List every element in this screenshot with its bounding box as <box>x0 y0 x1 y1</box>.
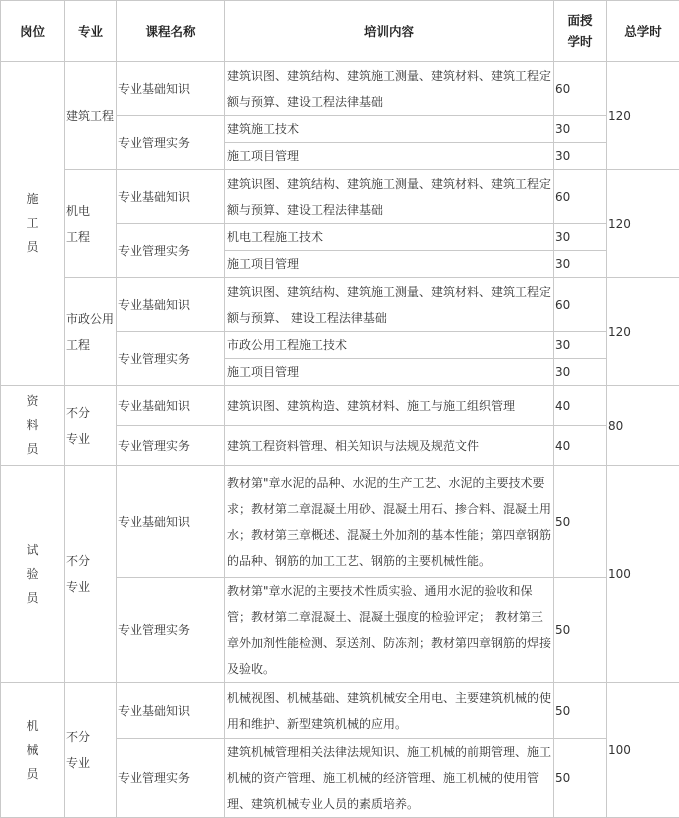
hours-cell: 30 <box>554 251 607 278</box>
content-cell: 机电工程施工技术 <box>225 224 554 251</box>
hours-cell: 30 <box>554 359 607 386</box>
post-cell: 资料员 <box>1 386 65 466</box>
hours-cell: 60 <box>554 62 607 116</box>
content-cell: 教材第"章水泥的品种、水泥的生产工艺、水泥的主要技术要求；教材第二章混凝土用砂、混凝土用石、掺合料、混凝土用水；教材第三章概述、混凝土外加剂的基本性能；第四章钢筋的品种、钢筋的加工工艺、钢筋的主要机械性能。 <box>225 466 554 578</box>
header-hours: 面授学时 <box>554 1 607 62</box>
total-cell: 120 <box>607 62 679 170</box>
header-post: 岗位 <box>1 1 65 62</box>
course-cell: 专业基础知识 <box>117 170 225 224</box>
content-cell: 机械视图、机械基础、建筑机械安全用电、主要建筑机械的使用和维护、新型建筑机械的应用。 <box>225 683 554 739</box>
course-cell: 专业基础知识 <box>117 466 225 578</box>
hours-cell: 40 <box>554 386 607 426</box>
total-cell: 120 <box>607 278 679 386</box>
hours-cell: 50 <box>554 466 607 578</box>
major-cell: 不分专业 <box>65 683 117 818</box>
hours-cell: 60 <box>554 278 607 332</box>
major-cell: 市政公用工程 <box>65 278 117 386</box>
hours-cell: 30 <box>554 224 607 251</box>
header-course: 课程名称 <box>117 1 225 62</box>
major-cell: 机电工程 <box>65 170 117 278</box>
total-cell: 120 <box>607 170 679 278</box>
content-cell: 建筑识图、建筑结构、建筑施工测量、建筑材料、建筑工程定额与预算、 建设工程法律基础 <box>225 278 554 332</box>
total-cell: 100 <box>607 466 679 683</box>
hours-cell: 60 <box>554 170 607 224</box>
total-cell: 100 <box>607 683 679 818</box>
major-cell: 不分专业 <box>65 466 117 683</box>
content-cell: 建筑机械管理相关法律法规知识、施工机械的前期管理、施工机械的资产管理、施工机械的经济管理、施工机械的使用管理、建筑机械专业人员的素质培养。 <box>225 739 554 818</box>
hours-cell: 40 <box>554 426 607 466</box>
content-cell: 施工项目管理 <box>225 143 554 170</box>
post-cell: 试验员 <box>1 466 65 683</box>
hours-cell: 50 <box>554 683 607 739</box>
course-cell: 专业基础知识 <box>117 62 225 116</box>
post-cell: 施工员 <box>1 62 65 386</box>
major-cell: 建筑工程 <box>65 62 117 170</box>
course-cell: 专业管理实务 <box>117 332 225 386</box>
header-major: 专业 <box>65 1 117 62</box>
course-cell: 专业管理实务 <box>117 578 225 683</box>
content-cell: 市政公用工程施工技术 <box>225 332 554 359</box>
course-cell: 专业基础知识 <box>117 278 225 332</box>
major-cell: 不分专业 <box>65 386 117 466</box>
header-content: 培训内容 <box>225 1 554 62</box>
header-total: 总学时 <box>607 1 679 62</box>
hours-cell: 30 <box>554 143 607 170</box>
hours-cell: 50 <box>554 578 607 683</box>
course-cell: 专业管理实务 <box>117 116 225 170</box>
content-cell: 建筑识图、建筑构造、建筑材料、施工与施工组织管理 <box>225 386 554 426</box>
content-cell: 教材第"章水泥的主要技术性质实验、通用水泥的验收和保管；教材第二章混凝土、混凝土强度的检验评定； 教材第三章外加剂性能检测、泵送剂、防冻剂；教材第四章钢筋的焊接及验收。 <box>225 578 554 683</box>
hours-cell: 30 <box>554 116 607 143</box>
content-cell: 施工项目管理 <box>225 251 554 278</box>
hours-cell: 50 <box>554 739 607 818</box>
post-cell: 机械员 <box>1 683 65 818</box>
course-cell: 专业管理实务 <box>117 224 225 278</box>
content-cell: 施工项目管理 <box>225 359 554 386</box>
content-cell: 建筑工程资料管理、相关知识与法规及规范文件 <box>225 426 554 466</box>
content-cell: 建筑施工技术 <box>225 116 554 143</box>
total-cell: 80 <box>607 386 679 466</box>
hours-cell: 30 <box>554 332 607 359</box>
course-cell: 专业基础知识 <box>117 683 225 739</box>
content-cell: 建筑识图、建筑结构、建筑施工测量、建筑材料、建筑工程定额与预算、建设工程法律基础 <box>225 170 554 224</box>
content-cell: 建筑识图、建筑结构、建筑施工测量、建筑材料、建筑工程定额与预算、建设工程法律基础 <box>225 62 554 116</box>
course-cell: 专业管理实务 <box>117 426 225 466</box>
course-cell: 专业基础知识 <box>117 386 225 426</box>
course-cell: 专业管理实务 <box>117 739 225 818</box>
